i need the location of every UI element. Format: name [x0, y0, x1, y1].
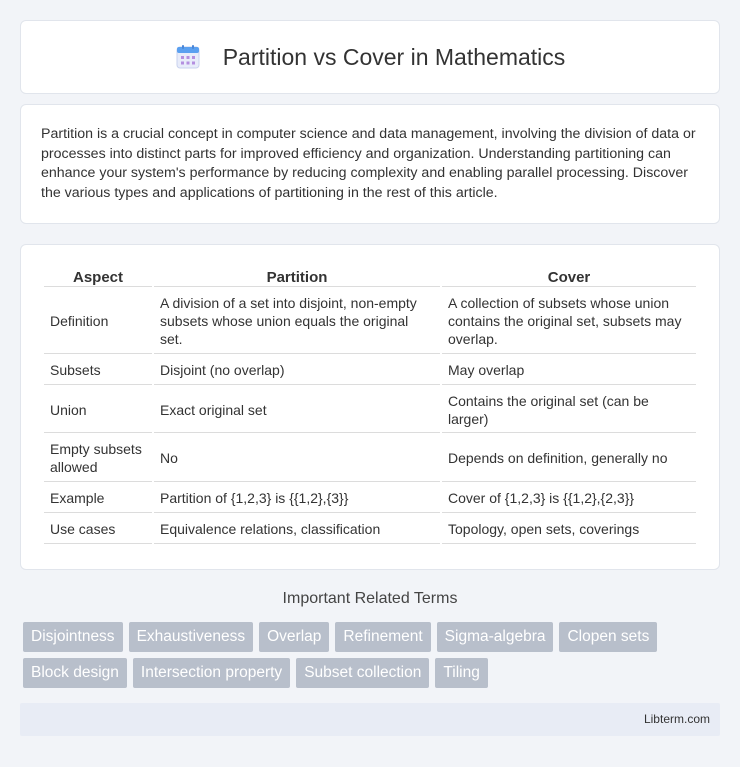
aspect-cell: Subsets [44, 356, 152, 385]
header-card [20, 20, 720, 94]
footer-site-link[interactable]: Libterm.com [643, 712, 710, 726]
partition-cell: Disjoint (no overlap) [154, 356, 440, 385]
aspect-cell: Empty subsets allowed [44, 435, 152, 482]
partition-cell: No [154, 435, 440, 482]
table-row [44, 435, 696, 482]
aspect-cell: Example [44, 484, 152, 513]
cover-cell: Topology, open sets, coverings [442, 515, 696, 544]
table-row [44, 356, 696, 385]
column-header-aspect: Aspect [44, 267, 152, 287]
comparison-table [42, 265, 698, 546]
tag-sigma-algebra[interactable]: Sigma-algebra [437, 622, 554, 652]
related-terms-list [23, 622, 723, 688]
comparison-card [20, 244, 720, 570]
column-header-cover: Cover [442, 267, 696, 287]
tag-clopen-sets[interactable]: Clopen sets [559, 622, 657, 652]
intro-paragraph: Partition is a crucial concept in computer science and data management, involving the division of data or processes into distinct parts for improved efficiency and organization. Understanding partitioning can enhance your system's performance by reducing complexity and enabling parallel processing. Discover the various types and applications of partitioning in the rest of this article. [41, 126, 696, 201]
table-header-row [44, 267, 696, 287]
partition-cell: Exact original set [154, 387, 440, 433]
tag-refinement[interactable]: Refinement [335, 622, 430, 652]
tag-subset-collection[interactable]: Subset collection [296, 658, 429, 688]
partition-cell: A division of a set into disjoint, non-empty subsets whose union equals the original set. [154, 289, 440, 354]
table-row [44, 515, 696, 544]
cover-cell: A collection of subsets whose union contains the original set, subsets may overlap. [442, 289, 696, 354]
tag-overlap[interactable]: Overlap [259, 622, 329, 652]
column-header-partition: Partition [154, 267, 440, 287]
cover-cell: Contains the original set (can be larger) [442, 387, 696, 433]
cover-cell: Cover of {1,2,3} is {{1,2},{2,3}} [442, 484, 696, 513]
table-row [44, 289, 696, 354]
partition-cell: Partition of {1,2,3} is {{1,2},{3}} [154, 484, 440, 513]
aspect-cell: Use cases [44, 515, 152, 544]
tag-intersection-property[interactable]: Intersection property [133, 658, 290, 688]
tag-exhaustiveness[interactable]: Exhaustiveness [129, 622, 254, 652]
page-title: Partition vs Cover in Mathematics [222, 43, 566, 70]
related-terms-title: Important Related Terms [282, 590, 458, 607]
aspect-cell: Union [44, 387, 152, 433]
aspect-cell: Definition [44, 289, 152, 354]
table-row [44, 387, 696, 433]
table-row [44, 484, 696, 513]
tag-tiling[interactable]: Tiling [435, 658, 487, 688]
partition-cell: Equivalence relations, classification [154, 515, 440, 544]
footer [20, 703, 720, 736]
tag-disjointness[interactable]: Disjointness [23, 622, 123, 652]
tag-block-design[interactable]: Block design [23, 658, 127, 688]
calendar-icon [175, 44, 201, 70]
header [175, 44, 566, 71]
cover-cell: May overlap [442, 356, 696, 385]
cover-cell: Depends on definition, generally no [442, 435, 696, 482]
intro-card [20, 104, 720, 224]
